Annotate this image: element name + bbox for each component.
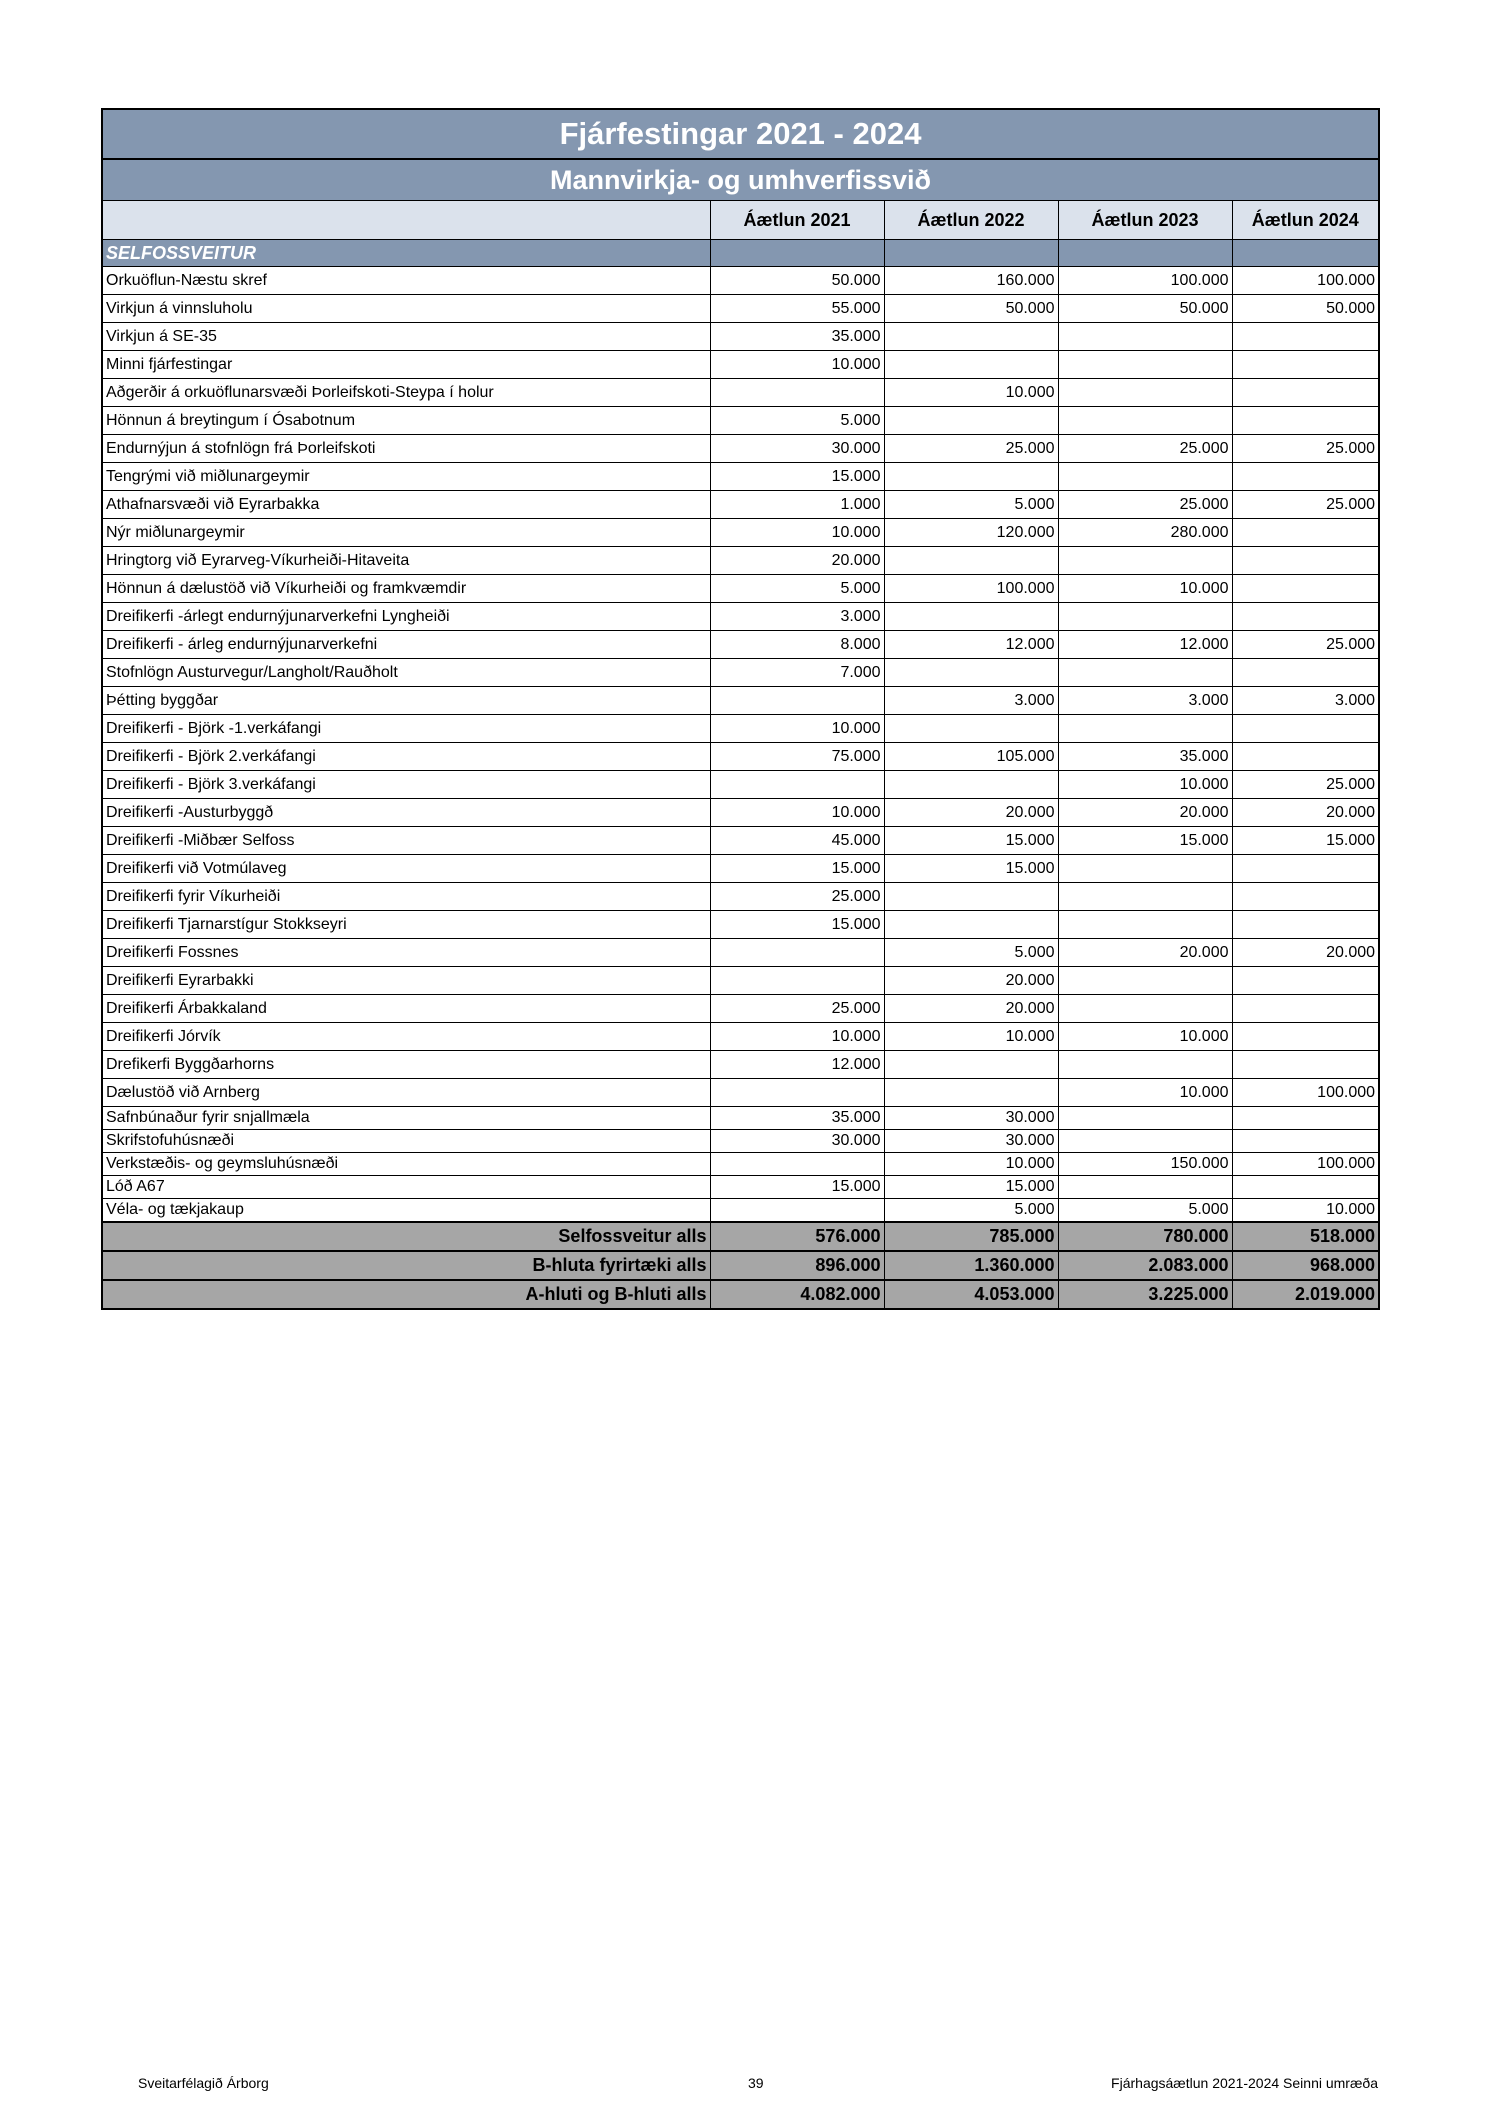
column-header-2021: Áætlun 2021 [710, 201, 884, 240]
table-row [102, 1107, 1379, 1130]
row-label: Dreifikerfi - Björk 2.verkáfangi [102, 743, 710, 771]
row-value: 10.000 [1232, 1199, 1379, 1223]
row-label: Lóð A67 [102, 1176, 710, 1199]
table-row [102, 1199, 1379, 1223]
row-value: 15.000 [710, 1176, 884, 1199]
section-cell [1232, 240, 1379, 267]
row-value [1232, 1107, 1379, 1130]
table-row [102, 267, 1379, 295]
row-label: Dreifikerfi Eyrarbakki [102, 967, 710, 995]
row-label: Dreifikerfi - Björk 3.verkáfangi [102, 771, 710, 799]
row-value: 10.000 [1058, 1079, 1232, 1107]
row-value: 12.000 [1058, 631, 1232, 659]
row-value: 25.000 [1058, 491, 1232, 519]
row-value [710, 1199, 884, 1223]
row-label: Dreifikerfi við Votmúlaveg [102, 855, 710, 883]
row-value [710, 687, 884, 715]
row-label: Véla- og tækjakaup [102, 1199, 710, 1223]
row-value: 35.000 [1058, 743, 1232, 771]
column-header-blank [102, 201, 710, 240]
table-row [102, 687, 1379, 715]
row-label: Virkjun á SE-35 [102, 323, 710, 351]
footer-page-number: 39 [748, 2075, 764, 2091]
table-row [102, 575, 1379, 603]
total-label: A-hluti og B-hluti alls [102, 1280, 710, 1309]
row-value: 3.000 [884, 687, 1058, 715]
row-value [1232, 1176, 1379, 1199]
row-value [1058, 1176, 1232, 1199]
table-row [102, 771, 1379, 799]
page-title: Fjárfestingar 2021 - 2024 [102, 109, 1379, 159]
row-value: 10.000 [1058, 575, 1232, 603]
row-value: 15.000 [1232, 827, 1379, 855]
row-value: 10.000 [884, 379, 1058, 407]
column-header-row [102, 201, 1379, 240]
row-value [884, 771, 1058, 799]
row-label: Orkuöflun-Næstu skref [102, 267, 710, 295]
footer-document-title: Fjárhagsáætlun 2021-2024 Seinni umræða [1111, 2075, 1378, 2091]
row-value: 15.000 [710, 911, 884, 939]
table-row [102, 491, 1379, 519]
title-row [102, 109, 1379, 159]
row-value: 12.000 [884, 631, 1058, 659]
row-value [1058, 1051, 1232, 1079]
row-value [1058, 603, 1232, 631]
row-value [710, 1153, 884, 1176]
row-value: 100.000 [1058, 267, 1232, 295]
row-value: 45.000 [710, 827, 884, 855]
total-value: 2.019.000 [1232, 1280, 1379, 1309]
table-row [102, 435, 1379, 463]
page-subtitle: Mannvirkja- og umhverfissvið [102, 159, 1379, 201]
row-value: 20.000 [1232, 799, 1379, 827]
row-value: 20.000 [1058, 799, 1232, 827]
row-value: 30.000 [710, 1130, 884, 1153]
row-value: 20.000 [884, 799, 1058, 827]
row-value: 8.000 [710, 631, 884, 659]
row-value [884, 1051, 1058, 1079]
table-row [102, 967, 1379, 995]
table-row [102, 379, 1379, 407]
row-value [1232, 1130, 1379, 1153]
row-value: 3.000 [1058, 687, 1232, 715]
row-value: 50.000 [1232, 295, 1379, 323]
row-value [1232, 855, 1379, 883]
row-value: 1.000 [710, 491, 884, 519]
table-row [102, 295, 1379, 323]
section-cell [884, 240, 1058, 267]
row-value: 105.000 [884, 743, 1058, 771]
table-row [102, 1079, 1379, 1107]
row-value: 55.000 [710, 295, 884, 323]
row-label: Dreifikerfi Jórvík [102, 1023, 710, 1051]
row-label: Aðgerðir á orkuöflunarsvæði Þorleifskoti-Steypa í holur [102, 379, 710, 407]
row-value: 25.000 [710, 995, 884, 1023]
row-label: Skrifstofuhúsnæði [102, 1130, 710, 1153]
row-value [710, 379, 884, 407]
total-row [102, 1280, 1379, 1309]
row-value: 15.000 [710, 855, 884, 883]
total-label: B-hluta fyrirtæki alls [102, 1251, 710, 1280]
row-value [1232, 407, 1379, 435]
row-value: 10.000 [710, 1023, 884, 1051]
row-value: 280.000 [1058, 519, 1232, 547]
row-value: 25.000 [1232, 771, 1379, 799]
total-value: 785.000 [884, 1222, 1058, 1251]
section-header-row [102, 240, 1379, 267]
row-value [1058, 659, 1232, 687]
row-value: 5.000 [710, 407, 884, 435]
row-value [884, 911, 1058, 939]
row-value: 3.000 [1232, 687, 1379, 715]
row-value [1232, 995, 1379, 1023]
table-row [102, 883, 1379, 911]
row-value [1232, 351, 1379, 379]
row-label: Hönnun á breytingum í Ósabotnum [102, 407, 710, 435]
row-value [1232, 379, 1379, 407]
row-value: 15.000 [884, 827, 1058, 855]
total-row [102, 1251, 1379, 1280]
investment-table [101, 108, 1380, 1310]
row-value: 3.000 [710, 603, 884, 631]
row-label: Dreifikerfi Fossnes [102, 939, 710, 967]
total-value: 1.360.000 [884, 1251, 1058, 1280]
row-value: 25.000 [1232, 631, 1379, 659]
row-value [1232, 547, 1379, 575]
row-value: 100.000 [1232, 1153, 1379, 1176]
total-value: 896.000 [710, 1251, 884, 1280]
total-row [102, 1222, 1379, 1251]
row-value [1232, 323, 1379, 351]
total-value: 4.053.000 [884, 1280, 1058, 1309]
row-value: 25.000 [1232, 435, 1379, 463]
row-value: 150.000 [1058, 1153, 1232, 1176]
row-value [1232, 463, 1379, 491]
footer-organization: Sveitarfélagið Árborg [138, 2075, 269, 2091]
row-label: Dreifikerfi -árlegt endurnýjunarverkefni Lyngheiði [102, 603, 710, 631]
row-label: Dreifikerfi -Miðbær Selfoss [102, 827, 710, 855]
row-value [884, 883, 1058, 911]
row-value [1058, 547, 1232, 575]
row-value [1232, 519, 1379, 547]
row-value [884, 323, 1058, 351]
row-value [1232, 603, 1379, 631]
row-value: 20.000 [884, 967, 1058, 995]
table-row [102, 659, 1379, 687]
row-value: 15.000 [884, 1176, 1058, 1199]
row-value: 5.000 [884, 1199, 1058, 1223]
row-label: Safnbúnaður fyrir snjallmæla [102, 1107, 710, 1130]
total-value: 4.082.000 [710, 1280, 884, 1309]
row-value: 30.000 [710, 435, 884, 463]
row-value [884, 715, 1058, 743]
total-value: 2.083.000 [1058, 1251, 1232, 1280]
row-value: 120.000 [884, 519, 1058, 547]
row-value [1058, 715, 1232, 743]
row-value [710, 939, 884, 967]
row-value [884, 659, 1058, 687]
row-label: Dreifikerfi - Björk -1.verkáfangi [102, 715, 710, 743]
row-value [1058, 351, 1232, 379]
row-value: 100.000 [1232, 1079, 1379, 1107]
table-row [102, 547, 1379, 575]
row-value: 10.000 [710, 351, 884, 379]
row-value [1232, 743, 1379, 771]
row-value: 50.000 [884, 295, 1058, 323]
row-value: 30.000 [884, 1130, 1058, 1153]
row-value [884, 1079, 1058, 1107]
row-value: 30.000 [884, 1107, 1058, 1130]
row-value: 10.000 [710, 715, 884, 743]
row-value: 5.000 [710, 575, 884, 603]
table-row [102, 743, 1379, 771]
total-value: 968.000 [1232, 1251, 1379, 1280]
row-value [1058, 995, 1232, 1023]
row-value: 35.000 [710, 323, 884, 351]
section-title: SELFOSSVEITUR [102, 240, 710, 267]
row-value [1232, 1023, 1379, 1051]
row-value [884, 547, 1058, 575]
row-value: 25.000 [884, 435, 1058, 463]
table-row [102, 827, 1379, 855]
row-value [884, 407, 1058, 435]
row-value [884, 603, 1058, 631]
row-value [1058, 323, 1232, 351]
row-value [1232, 1051, 1379, 1079]
table-row [102, 1130, 1379, 1153]
row-value: 100.000 [884, 575, 1058, 603]
total-label: Selfossveitur alls [102, 1222, 710, 1251]
section-cell [710, 240, 884, 267]
row-label: Hringtorg við Eyrarveg-Víkurheiði-Hitaveita [102, 547, 710, 575]
table-row [102, 995, 1379, 1023]
row-value: 5.000 [884, 939, 1058, 967]
row-value [1232, 911, 1379, 939]
row-value [710, 967, 884, 995]
table-row [102, 351, 1379, 379]
row-value [710, 1079, 884, 1107]
row-value: 5.000 [1058, 1199, 1232, 1223]
row-value [1232, 659, 1379, 687]
table-row [102, 1023, 1379, 1051]
row-value [1232, 883, 1379, 911]
row-value [1232, 967, 1379, 995]
row-label: Hönnun á dælustöð við Víkurheiði og framkvæmdir [102, 575, 710, 603]
row-value [884, 463, 1058, 491]
row-value: 25.000 [1058, 435, 1232, 463]
row-value [1058, 1130, 1232, 1153]
row-label: Dreifikerfi Árbakkaland [102, 995, 710, 1023]
row-value: 25.000 [710, 883, 884, 911]
row-value [1058, 967, 1232, 995]
row-value [1058, 407, 1232, 435]
row-value: 50.000 [710, 267, 884, 295]
row-value: 20.000 [884, 995, 1058, 1023]
column-header-2024: Áætlun 2024 [1232, 201, 1379, 240]
row-value: 10.000 [1058, 1023, 1232, 1051]
table-row [102, 1176, 1379, 1199]
row-value: 35.000 [710, 1107, 884, 1130]
row-value [1058, 883, 1232, 911]
table-row [102, 1051, 1379, 1079]
row-value: 50.000 [1058, 295, 1232, 323]
row-label: Endurnýjun á stofnlögn frá Þorleifskoti [102, 435, 710, 463]
table-row [102, 799, 1379, 827]
table-row [102, 407, 1379, 435]
table-row [102, 463, 1379, 491]
table-row [102, 519, 1379, 547]
row-value [1058, 911, 1232, 939]
row-value: 10.000 [710, 519, 884, 547]
row-value: 10.000 [884, 1153, 1058, 1176]
column-header-2023: Áætlun 2023 [1058, 201, 1232, 240]
row-label: Minni fjárfestingar [102, 351, 710, 379]
row-value: 20.000 [1058, 939, 1232, 967]
row-label: Stofnlögn Austurvegur/Langholt/Rauðholt [102, 659, 710, 687]
table-row [102, 911, 1379, 939]
total-value: 576.000 [710, 1222, 884, 1251]
row-value: 10.000 [884, 1023, 1058, 1051]
subtitle-row [102, 159, 1379, 201]
total-value: 780.000 [1058, 1222, 1232, 1251]
row-value [1058, 855, 1232, 883]
row-label: Athafnarsvæði við Eyrarbakka [102, 491, 710, 519]
row-value: 12.000 [710, 1051, 884, 1079]
row-value [884, 351, 1058, 379]
row-value: 10.000 [710, 799, 884, 827]
row-value [1058, 463, 1232, 491]
row-value: 15.000 [1058, 827, 1232, 855]
total-value: 518.000 [1232, 1222, 1379, 1251]
row-value: 20.000 [1232, 939, 1379, 967]
row-label: Nýr miðlunargeymir [102, 519, 710, 547]
row-value: 15.000 [884, 855, 1058, 883]
row-value [710, 771, 884, 799]
row-label: Dreifikerfi fyrir Víkurheiði [102, 883, 710, 911]
row-label: Þétting byggðar [102, 687, 710, 715]
row-value: 25.000 [1232, 491, 1379, 519]
table-row [102, 855, 1379, 883]
row-value: 20.000 [710, 547, 884, 575]
row-value: 160.000 [884, 267, 1058, 295]
row-label: Dreifikerfi - árleg endurnýjunarverkefni [102, 631, 710, 659]
table-row [102, 603, 1379, 631]
row-label: Dælustöð við Arnberg [102, 1079, 710, 1107]
row-label: Virkjun á vinnsluholu [102, 295, 710, 323]
table-row [102, 323, 1379, 351]
section-cell [1058, 240, 1232, 267]
row-value: 10.000 [1058, 771, 1232, 799]
table-row [102, 1153, 1379, 1176]
row-label: Verkstæðis- og geymsluhúsnæði [102, 1153, 710, 1176]
row-label: Tengrými við miðlunargeymir [102, 463, 710, 491]
total-value: 3.225.000 [1058, 1280, 1232, 1309]
table-row [102, 939, 1379, 967]
row-value [1232, 715, 1379, 743]
row-value [1232, 575, 1379, 603]
row-label: Dreifikerfi -Austurbyggð [102, 799, 710, 827]
row-value: 5.000 [884, 491, 1058, 519]
column-header-2022: Áætlun 2022 [884, 201, 1058, 240]
row-label: Dreifikerfi Tjarnarstígur Stokkseyri [102, 911, 710, 939]
row-value [1058, 1107, 1232, 1130]
row-label: Drefikerfi Byggðarhorns [102, 1051, 710, 1079]
table-row [102, 715, 1379, 743]
table-row [102, 631, 1379, 659]
row-value: 15.000 [710, 463, 884, 491]
row-value: 75.000 [710, 743, 884, 771]
row-value: 100.000 [1232, 267, 1379, 295]
row-value: 7.000 [710, 659, 884, 687]
row-value [1058, 379, 1232, 407]
